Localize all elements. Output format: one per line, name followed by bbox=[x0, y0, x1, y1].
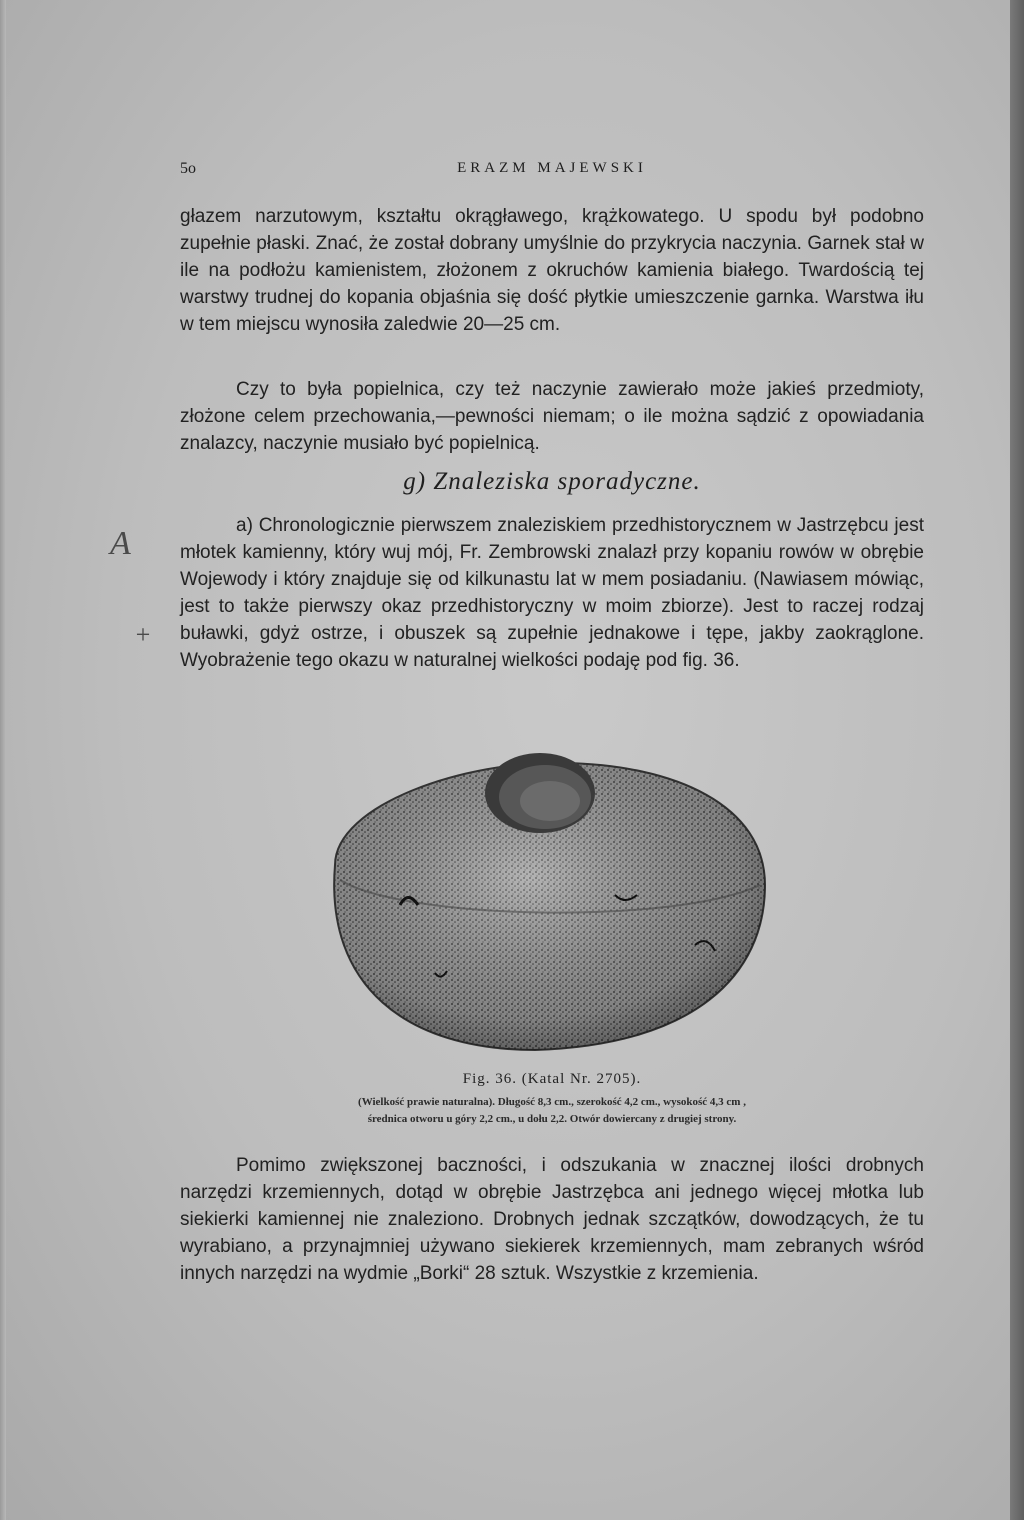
paragraph-2-text: Czy to była popielnica, czy też naczynie zawierało może jakieś przedmioty, złożone celem przechowania,—pewności niemam; o ile można sądzić z opowiadania znalazcy, naczynie musiało być popielnicą. bbox=[180, 379, 924, 454]
page-right-edge bbox=[1010, 0, 1024, 1520]
paragraph-3 bbox=[180, 512, 924, 674]
figure-caption-detail bbox=[230, 1094, 874, 1128]
paragraph-1 bbox=[180, 203, 924, 338]
stone-hammer-illustration bbox=[295, 745, 795, 1065]
figure-caption-detail-line-1: (Wielkość prawie naturalna). Długość 8,3 cm., szerokość 4,2 cm., wysokość 4,3 cm , bbox=[358, 1096, 746, 1108]
paragraph-2 bbox=[180, 376, 924, 457]
section-heading: g) Znaleziska sporadyczne. bbox=[403, 468, 701, 495]
page-number: 5o bbox=[180, 160, 196, 177]
figure-caption: Fig. 36. (Katal Nr. 2705). bbox=[462, 1071, 642, 1087]
margin-note-plus: + bbox=[134, 620, 152, 649]
paragraph-4-text: Pomimo zwiększonej baczności, i odszukania w znacznej ilości drobnych narzędzi krzemiennych, dotąd w obrębie Jastrzębca ani jednego więcej młotka lub siekierki kamiennej nie znaleziono. Drobnych jednak szczątków, dowodzących, że tu wyrabiano, a przynajmniej używano siekierek krzemiennych, mam zebranych wśród innych narzędzi na wydmie „Borki“ 28 sztuk. Wszystkie z krzemienia. bbox=[180, 1155, 924, 1284]
page-header bbox=[180, 160, 924, 184]
paragraph-3-text: a) Chronologicznie pierwszem znaleziskiem przedhistorycznem w Jastrzębcu jest młotek kamienny, który wuj mój, Fr. Zembrowski znalazł przy kopaniu rowów w obrębie Wojewody i który znajduje się od kilkunastu lat w mem posiadaniu. (Nawiasem mówiąc, jest to także pierwszy okaz przedhistoryczny w moim zbiorze). Jest to raczej rodzaj buławki, gdyż ostrze, i obuszek są zupełnie jednakowe i tępe, jakby zaokrąglone. Wyobrażenie tego okazu w naturalnej wielkości podaję pod fig. 36. bbox=[180, 515, 924, 671]
figure-caption-detail-line-2: średnica otworu u góry 2,2 cm., u dołu 2,2. Otwór dowiercany z drugiej strony. bbox=[367, 1113, 737, 1125]
paragraph-4 bbox=[180, 1152, 924, 1287]
stone-hammer-drawing bbox=[295, 745, 795, 1065]
margin-note-a: A bbox=[110, 525, 131, 562]
paragraph-1-text: głazem narzutowym, kształtu okrągławego, krążkowatego. U spodu był podobno zupełnie płaski. Znać, że został dobrany umyślnie do przykrycia naczynia. Garnek stał w ile na podłożu kamienistem, złożonem z okruchów kamienia białego. Twardością tej warstwy trudnej do kopania objaśnia się dość płytkie umieszczenie garnka. Warstwa iłu w tem miejscu wynosiła zaledwie 20—25 cm. bbox=[180, 206, 924, 335]
page-left-edge bbox=[0, 0, 6, 1520]
running-title: ERAZM MAJEWSKI bbox=[457, 160, 647, 176]
